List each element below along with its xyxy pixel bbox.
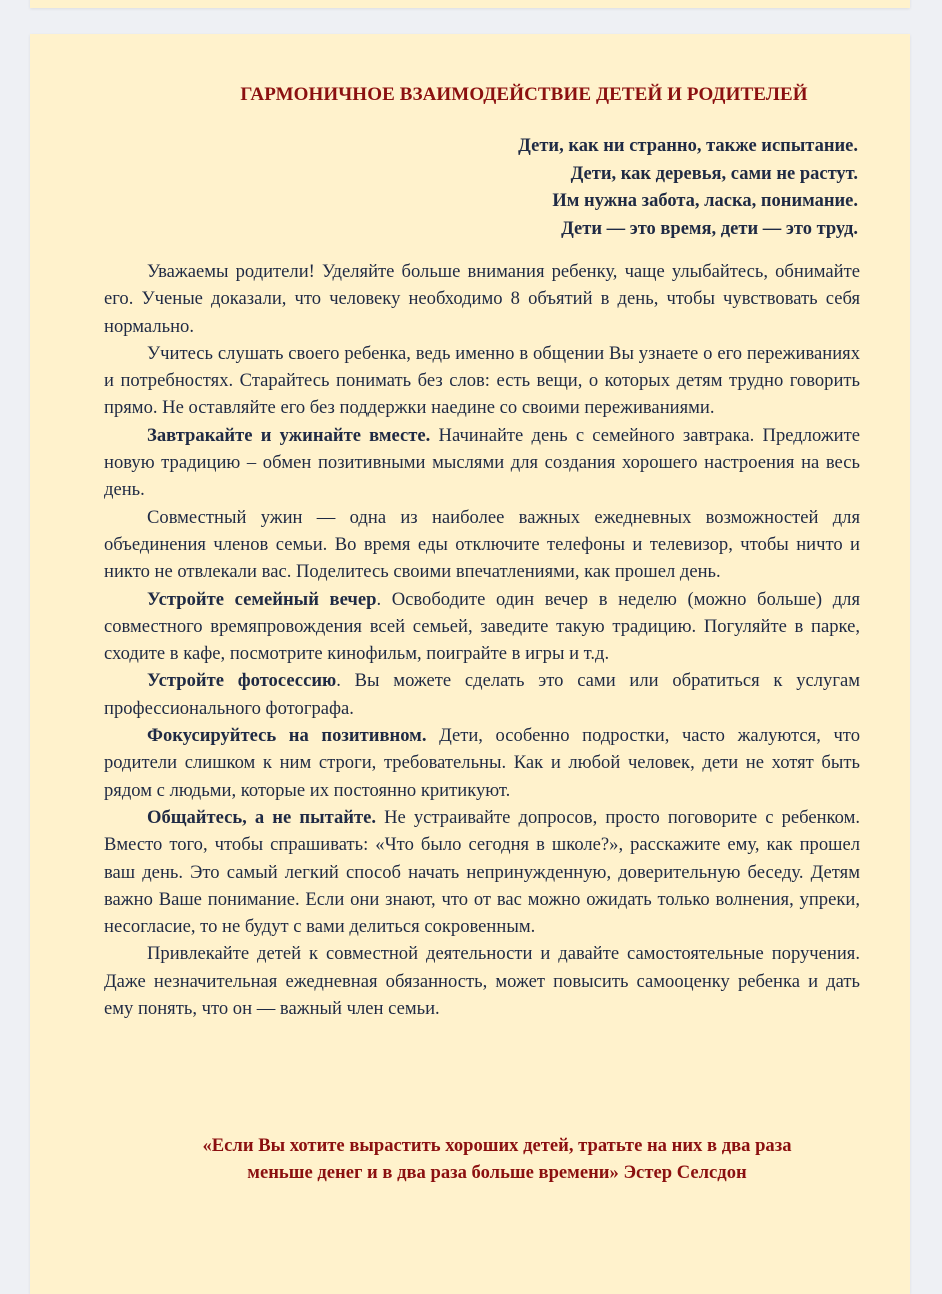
document-title: ГАРМОНИЧНОЕ ВЗАИМОДЕЙСТВИЕ ДЕТЕЙ И РОДИТЕЛЕЙ [240, 84, 808, 105]
paragraph [104, 940, 860, 1022]
paragraph-text: . Освободите один вечер в неделю (можно больше) для совместного времяпровождения всей семьей, заведите такую традицию. Погуляйте в парке, сходите в кафе, посмотрите кинофильм, поиграйте в игры и т.д. [104, 588, 860, 665]
epigraph-line: Дети, как ни странно, также испытание. [518, 136, 858, 156]
quote-line: меньше денег и в два раза больше времени» Эстер Селсдон [247, 1162, 747, 1183]
paragraph-text: Учитесь слушать своего ребенка, ведь именно в общении Вы узнаете о его переживаниях и потребностях. Старайтесь понимать без слов: есть вещи, о которых детям трудно говорить прямо. Не оставляйте его без поддержки наедине со своими переживаниями. [104, 342, 860, 419]
closing-quote [104, 1132, 860, 1186]
body-text [104, 258, 860, 1022]
epigraph-line: Дети, как деревья, сами не растут. [570, 163, 858, 184]
paragraph-lead: Фокусируйтесь на позитивном. [147, 725, 427, 747]
paragraph-lead: Устройте фотосессию [147, 670, 337, 692]
paragraph [104, 722, 860, 804]
paragraph-text: . Вы можете сделать это сами или обратиться к услугам профессионального фотографа. [104, 670, 860, 719]
paragraph [104, 340, 860, 422]
paragraph-lead: Завтракайте и ужинайте вместе. [147, 424, 431, 446]
paragraph-text: Совместный ужин — одна из наиболее важных ежедневных возможностей для объединения членов семьи. Во время еды отключите телефоны и телевизор, чтобы ничто и никто не отвлекали вас. Поделитесь своими впечатлениями, как прошел день. [104, 506, 860, 583]
paragraph [104, 667, 860, 722]
epigraph-line: Дети — это время, дети — это труд. [561, 218, 858, 239]
paragraph-lead: Устройте семейный вечер [147, 588, 377, 610]
paragraph-text: Не устраивайте допросов, просто поговорите с ребенком. Вместо того, чтобы спрашивать: «Что было сегодня в школе?», расскажите ему, как прошел ваш день. Это самый легкий способ начать непринужденную, доверительную беседу. Детям важно Ваше понимание. Если они знают, что от вас можно ожидать только волнения, упреки, несогласие, то не будут с вами делиться сокровенным. [104, 806, 860, 938]
paragraph-text: Уважаемы родители! Уделяйте больше внимания ребенку, чаще улыбайтесь, обнимайте его. Ученые доказали, что человеку необходимо 8 объятий в день, чтобы чувствовать себя нормально. [104, 261, 860, 337]
paragraph [104, 258, 860, 340]
paragraph-text: Дети, особенно подростки, часто жалуются, что родители слишком к ним строги, требовательны. Как и любой человек, дети не хотят быть рядом с людьми, которые их постоянно критикуют. [104, 725, 860, 801]
paragraph-lead: Общайтесь, а не пытайте. [147, 806, 376, 828]
paragraph [104, 586, 860, 668]
paragraph [104, 422, 860, 504]
document-page [30, 34, 910, 1294]
previous-page-edge [30, 0, 910, 8]
quote-line: «Если Вы хотите вырастить хороших детей, тратьте на них в два раза [202, 1135, 792, 1156]
paragraph-text: Привлекайте детей к совместной деятельности и давайте самостоятельные поручения. Даже незначительная ежедневная обязанность, может повысить самооценку ребенка и дать ему понять, что он — важный член семьи. [104, 943, 860, 1020]
paragraph-text: Начинайте день с семейного завтрака. Предложите новую традицию – обмен позитивными мыслями для создания хорошего настроения на весь день. [104, 424, 861, 501]
epigraph [518, 133, 858, 243]
paragraph [104, 804, 860, 940]
paragraph [104, 504, 860, 586]
epigraph-line: Им нужна забота, ласка, понимание. [552, 191, 858, 211]
